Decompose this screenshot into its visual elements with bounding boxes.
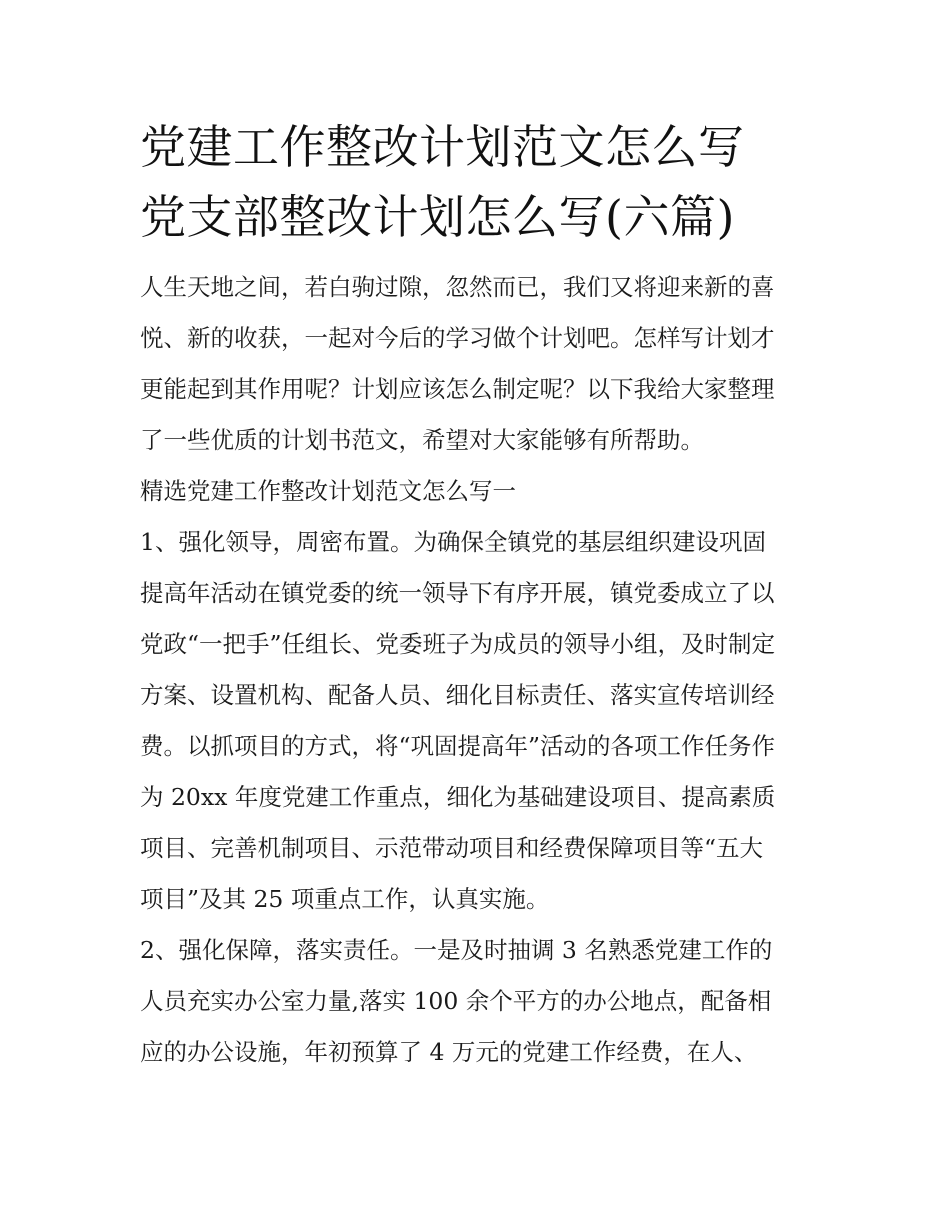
text-line: 人生天地之间，若白驹过隙，忽然而已，我们又将迎来新的喜	[140, 273, 775, 301]
text-line: 费。以抓项目的方式，将“巩固提高年”活动的各项工作任务作	[140, 732, 776, 760]
text-line: 人员充实办公室力量,落实 100 余个平方的办公地点，配备相	[140, 987, 772, 1015]
text-line: 提高年活动在镇党委的统一领导下有序开展，镇党委成立了以	[140, 579, 775, 607]
section-heading	[140, 466, 812, 517]
text-line: 2、强化保障，落实责任。一是及时抽调 3 名熟悉党建工作的	[140, 936, 773, 964]
title-line: 党建工作整改计划范文怎么写	[140, 120, 745, 174]
intro-paragraph	[140, 262, 812, 466]
text-line: 党政“一把手”任组长、党委班子为成员的领导小组，及时制定	[140, 630, 776, 658]
text-line: 项目”及其 25 项重点工作，认真实施。	[140, 885, 550, 913]
text-line: 悦、新的收获，一起对今后的学习做个计划吧。怎样写计划才	[140, 324, 775, 352]
text-line: 应的办公设施，年初预算了 4 万元的党建工作经费，在人、	[140, 1038, 758, 1066]
text-line: 项目、完善机制项目、示范带动项目和经费保障项目等“五大	[140, 834, 764, 862]
document-body	[140, 262, 812, 1078]
text-line: 为 20xx 年度党建工作重点，细化为基础建设项目、提高素质	[140, 783, 776, 811]
title-line: 党支部整改计划怎么写(六篇)	[140, 190, 735, 244]
document-title	[140, 112, 812, 252]
text-line: 更能起到其作用呢？计划应该怎么制定呢？以下我给大家整理	[140, 375, 775, 403]
point-2-paragraph	[140, 925, 812, 1078]
point-1-paragraph	[140, 517, 812, 925]
text-line: 方案、设置机构、配备人员、细化目标责任、落实宣传培训经	[140, 681, 775, 709]
text-line: 了一些优质的计划书范文，希望对大家能够有所帮助。	[140, 426, 704, 454]
document-content	[140, 112, 812, 1078]
text-line: 1、强化领导，周密布置。为确保全镇党的基层组织建设巩固	[140, 528, 766, 556]
text-line: 精选党建工作整改计划范文怎么写一	[140, 477, 516, 505]
